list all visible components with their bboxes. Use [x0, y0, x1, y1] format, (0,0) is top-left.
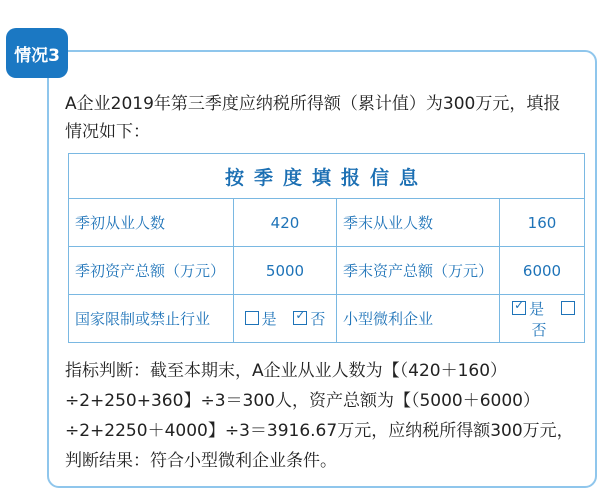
- table-row: [69, 295, 585, 343]
- row-value: 6000: [500, 247, 585, 295]
- checkbox[interactable]: [293, 311, 307, 325]
- row-value: 5000: [234, 247, 337, 295]
- option-label: 否: [310, 310, 326, 328]
- option-label: 是: [261, 310, 277, 328]
- conclusion-line-1: 指标判断：截至本期末，A企业从业人数为【（420＋160）: [65, 361, 508, 381]
- table-header: 按季度填报信息: [69, 154, 585, 199]
- table-row: [69, 199, 585, 247]
- restricted-options: [234, 295, 337, 343]
- checkbox[interactable]: [512, 301, 526, 315]
- row-value: 420: [234, 199, 337, 247]
- conclusion-line-3: ÷2+2250＋4000】÷3＝3916.67万元，应纳税所得额300万元，: [65, 421, 574, 441]
- conclusion-line-2: ÷2+250+360】÷3＝300人，资产总额为【（5000＋6000）: [65, 391, 540, 411]
- quarterly-report-table: [68, 153, 585, 343]
- checkbox[interactable]: [561, 301, 575, 315]
- intro-line-1: A企业2019年第三季度应纳税所得额（累计值）为300万元，填报: [65, 94, 561, 114]
- option-label: 否: [531, 320, 547, 339]
- option-label: 是: [529, 299, 545, 318]
- row-value: 160: [500, 199, 585, 247]
- row-label: 小型微利企业: [337, 295, 500, 343]
- conclusion-line-4: 判断结果：符合小型微利企业条件。: [65, 451, 337, 471]
- row-label: 季末资产总额（万元）: [337, 247, 500, 295]
- case-badge: 情况3: [6, 28, 68, 78]
- checkbox[interactable]: [245, 311, 259, 325]
- row-label: 国家限制或禁止行业: [69, 295, 234, 343]
- small-enterprise-options: [500, 295, 585, 343]
- row-label: 季初资产总额（万元）: [69, 247, 234, 295]
- intro-line-2: 情况如下：: [65, 122, 150, 142]
- row-label: 季末从业人数: [337, 199, 500, 247]
- table-row: [69, 247, 585, 295]
- row-label: 季初从业人数: [69, 199, 234, 247]
